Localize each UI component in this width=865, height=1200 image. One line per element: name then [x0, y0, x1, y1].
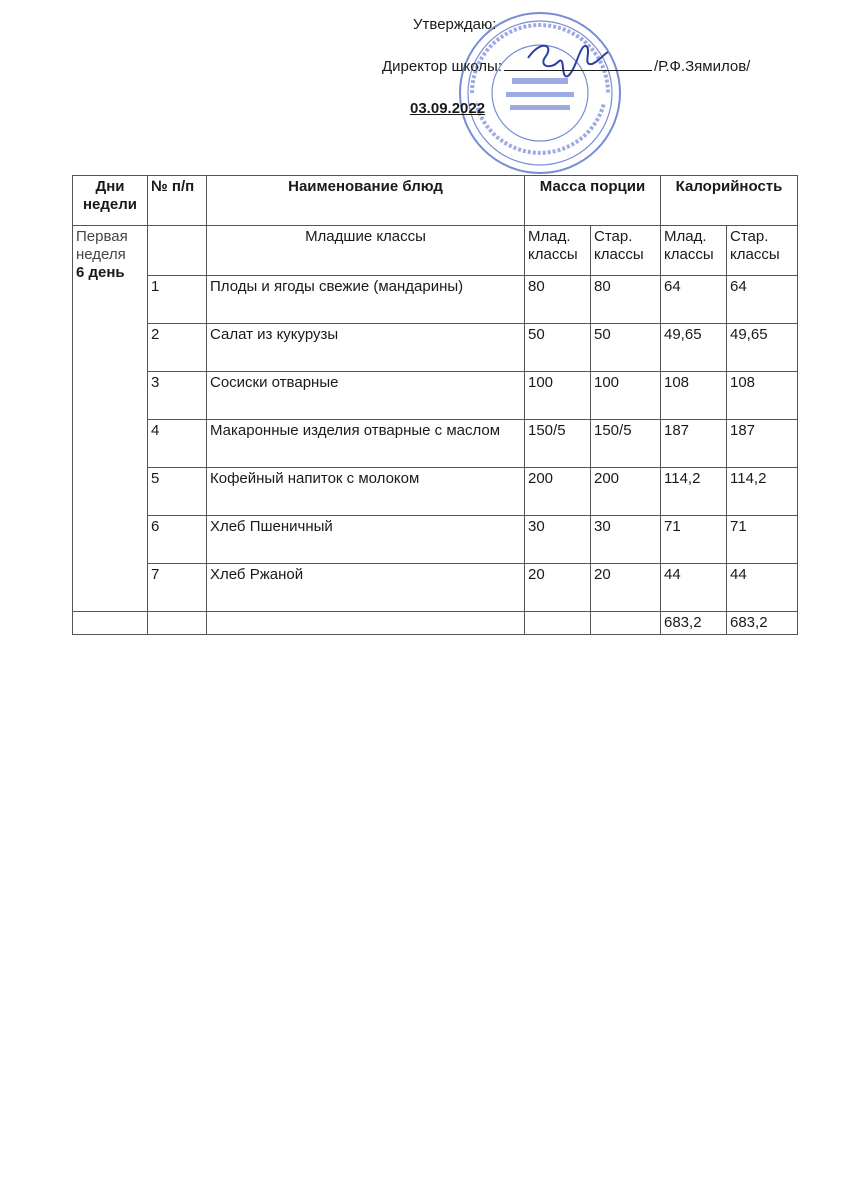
- row-cal-junior: 44: [661, 564, 727, 612]
- row-cal-senior: 44: [727, 564, 798, 612]
- row-mass-senior: 150/5: [591, 420, 661, 468]
- col-calories-header: Калорийность: [661, 176, 798, 226]
- sub-cal-senior: Стар. классы: [727, 226, 798, 276]
- table-row: [73, 468, 798, 516]
- director-line: [382, 56, 750, 75]
- table-row: [73, 420, 798, 468]
- row-num: 4: [148, 420, 207, 468]
- row-cal-senior: 49,65: [727, 324, 798, 372]
- row-mass-junior: 80: [525, 276, 591, 324]
- empty-cell: [148, 226, 207, 276]
- director-label: Директор школы:: [382, 58, 502, 75]
- row-num: 7: [148, 564, 207, 612]
- row-dish-name: Хлеб Пшеничный: [207, 516, 525, 564]
- row-cal-senior: 64: [727, 276, 798, 324]
- table-row: [73, 324, 798, 372]
- table-row: [73, 372, 798, 420]
- table-row: [73, 276, 798, 324]
- day-label: 6 день: [76, 264, 125, 281]
- row-num: 6: [148, 516, 207, 564]
- row-dish-name: Салат из кукурузы: [207, 324, 525, 372]
- row-cal-junior: 108: [661, 372, 727, 420]
- week-label: Первая неделя: [76, 228, 128, 263]
- table-subheader-row: [73, 226, 798, 276]
- document-date: 03.09.2022: [410, 100, 486, 117]
- row-num: 3: [148, 372, 207, 420]
- signature-line: [504, 56, 652, 71]
- row-cal-senior: 71: [727, 516, 798, 564]
- table-row: [73, 564, 798, 612]
- director-name: /Р.Ф.Зямилов/: [654, 58, 751, 75]
- total-cal-senior: 683,2: [727, 612, 798, 635]
- row-dish-name: Макаронные изделия отварные с маслом: [207, 420, 525, 468]
- col-mass-header: Масса порции: [525, 176, 661, 226]
- row-dish-name: Плоды и ягоды свежие (мандарины): [207, 276, 525, 324]
- row-mass-junior: 50: [525, 324, 591, 372]
- empty-cell: [591, 612, 661, 635]
- col-days-header: Дни недели: [73, 176, 148, 226]
- table-header-row: [73, 176, 798, 226]
- row-cal-senior: 114,2: [727, 468, 798, 516]
- row-cal-junior: 64: [661, 276, 727, 324]
- row-num: 2: [148, 324, 207, 372]
- row-num: 5: [148, 468, 207, 516]
- school-stamp-icon: [452, 8, 628, 178]
- approval-heading: Утверждаю:: [413, 16, 497, 33]
- sub-mass-senior: Стар. классы: [591, 226, 661, 276]
- col-num-header: № п/п: [148, 176, 207, 226]
- row-mass-senior: 20: [591, 564, 661, 612]
- total-cal-junior: 683,2: [661, 612, 727, 635]
- sub-cal-junior: Млад. классы: [661, 226, 727, 276]
- row-mass-senior: 50: [591, 324, 661, 372]
- sub-mass-junior: Млад. классы: [525, 226, 591, 276]
- row-cal-junior: 187: [661, 420, 727, 468]
- empty-cell: [207, 612, 525, 635]
- row-mass-junior: 200: [525, 468, 591, 516]
- row-mass-senior: 100: [591, 372, 661, 420]
- row-cal-senior: 187: [727, 420, 798, 468]
- total-row: [73, 612, 798, 635]
- row-mass-senior: 80: [591, 276, 661, 324]
- row-dish-name: Хлеб Ржаной: [207, 564, 525, 612]
- row-cal-junior: 71: [661, 516, 727, 564]
- empty-cell: [525, 612, 591, 635]
- row-cal-junior: 114,2: [661, 468, 727, 516]
- row-num: 1: [148, 276, 207, 324]
- row-mass-senior: 200: [591, 468, 661, 516]
- row-mass-junior: 30: [525, 516, 591, 564]
- menu-table: [72, 175, 798, 635]
- day-cell: [73, 226, 148, 612]
- empty-cell: [148, 612, 207, 635]
- row-dish-name: Кофейный напиток с молоком: [207, 468, 525, 516]
- row-cal-senior: 108: [727, 372, 798, 420]
- row-mass-junior: 100: [525, 372, 591, 420]
- row-mass-junior: 150/5: [525, 420, 591, 468]
- row-mass-senior: 30: [591, 516, 661, 564]
- col-name-header: Наименование блюд: [207, 176, 525, 226]
- row-cal-junior: 49,65: [661, 324, 727, 372]
- table-row: [73, 516, 798, 564]
- row-dish-name: Сосиски отварные: [207, 372, 525, 420]
- row-mass-junior: 20: [525, 564, 591, 612]
- empty-cell: [73, 612, 148, 635]
- group-title: Младшие классы: [207, 226, 525, 276]
